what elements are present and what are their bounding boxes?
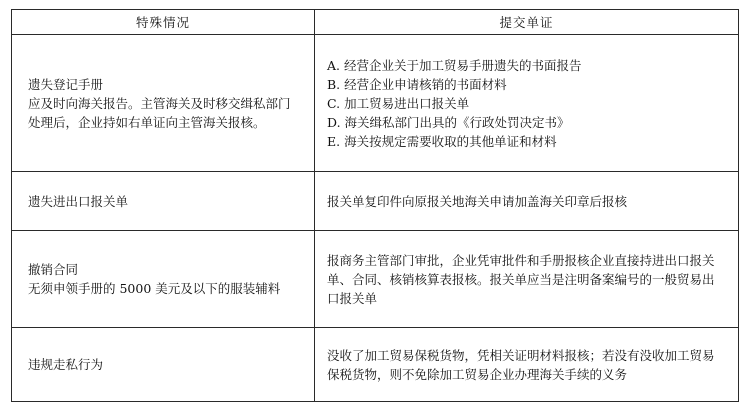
document-item: D. 海关缉私部门出具的《行政处罚决定书》	[327, 114, 570, 130]
documents-cell	[315, 35, 739, 172]
header-situation: 特殊情况	[12, 10, 315, 35]
documents-text: 没收了加工贸易保税货物，凭相关证明材料报核；若没有没收加工贸易保税货物，则不免除加工贸易企业办理海关手续的义务	[327, 347, 715, 382]
table-row	[12, 172, 739, 231]
documents-cell	[315, 231, 739, 328]
situation-cell	[12, 231, 315, 328]
document-item: C. 加工贸易进出口报关单	[327, 95, 470, 111]
situation-title: 遗失登记手册	[28, 76, 104, 92]
table-row	[12, 328, 739, 402]
situation-title: 遗失进出口报关单	[28, 193, 129, 209]
document-item: E. 海关按规定需要收取的其他单证和材料	[327, 133, 557, 149]
document-item: A. 经营企业关于加工贸易手册遗失的书面报告	[327, 57, 582, 73]
situation-detail: 应及时向海关报告。主管海关及时移交缉私部门处理后，企业持如右单证向主管海关报核。	[28, 95, 291, 130]
documents-cell	[315, 172, 739, 231]
documents-text: 报商务主管部门审批，企业凭审批件和手册报核企业直接持进出口报关单、合同、核销核算表报核。报关单应当是注明备案编号的一般贸易出口报关单	[327, 252, 715, 306]
table-row	[12, 231, 739, 328]
situation-title: 撤销合同	[28, 262, 79, 277]
table-header	[12, 10, 739, 35]
header-documents: 提交单证	[315, 10, 739, 35]
special-cases-table	[11, 9, 739, 402]
situation-title: 违规走私行为	[28, 357, 104, 372]
situation-cell	[12, 172, 315, 231]
table-row	[12, 35, 739, 172]
document-item: B. 经营企业申请核销的书面材料	[327, 76, 507, 92]
table-body	[12, 35, 739, 402]
situation-cell	[12, 35, 315, 172]
situation-cell	[12, 328, 315, 402]
documents-cell	[315, 328, 739, 402]
situation-detail: 无须申领手册的 5000 美元及以下的服装辅料	[28, 281, 281, 296]
documents-text: 报关单复印件向原报关地海关申请加盖海关印章后报核	[327, 193, 628, 209]
header-row	[12, 10, 739, 35]
